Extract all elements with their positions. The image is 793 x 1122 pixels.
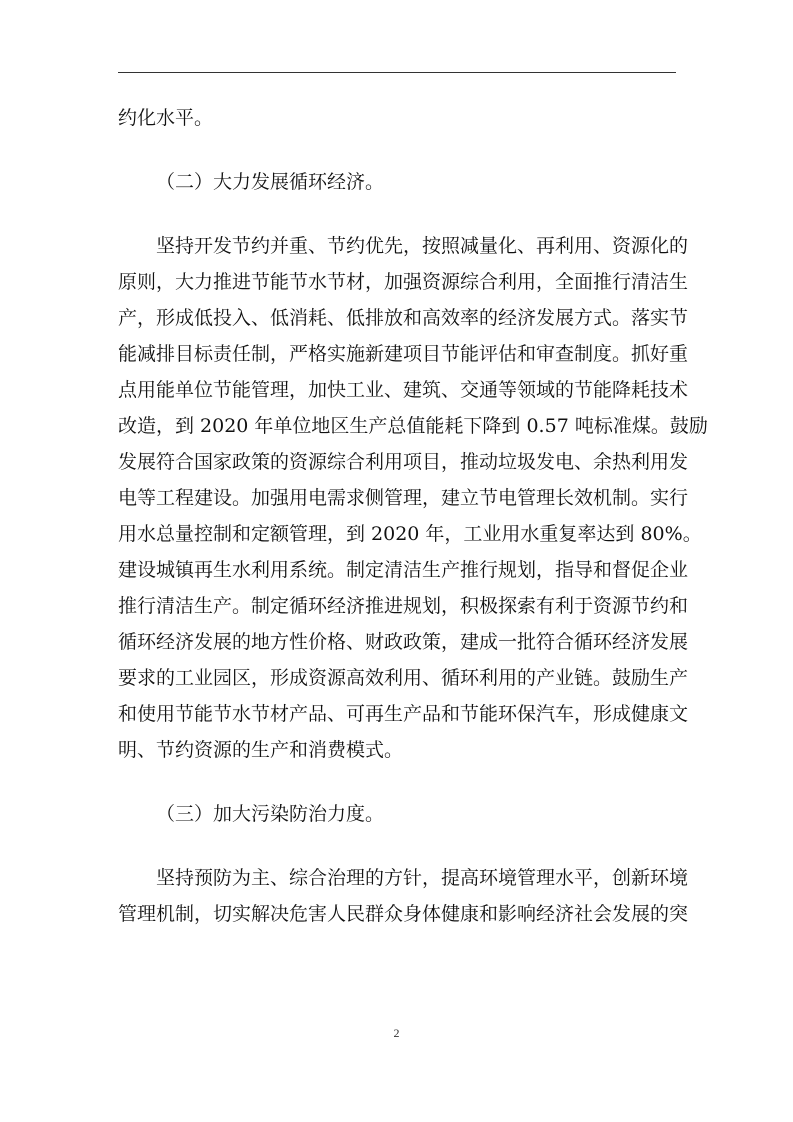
paragraph-continuation-line: 约化水平。 [118, 107, 214, 129]
paragraph-line: 坚持预防为主、综合治理的方针，提高环境管理水平，创新环境 [156, 867, 689, 889]
paragraph-line: 要求的工业园区，形成资源高效利用、循环利用的产业链。鼓励生产 [118, 667, 689, 689]
paragraph-line: 明、节约资源的生产和消费模式。 [118, 739, 404, 761]
paragraph-line: 坚持开发节约并重、节约优先，按照减量化、再利用、资源化的 [156, 235, 689, 257]
paragraph-line: 和使用节能节水节材产品、可再生产品和节能环保汽车，形成健康文 [118, 703, 689, 725]
paragraph-line: 推行清洁生产。制定循环经济推进规划，积极探索有利于资源节约和 [118, 595, 689, 617]
paragraph-line: 循环经济发展的地方性价格、财政政策，建成一批符合循环经济发展 [118, 631, 689, 653]
paragraph-line: 产，形成低投入、低消耗、低排放和高效率的经济发展方式。落实节 [118, 307, 689, 329]
paragraph-line: 用水总量控制和定额管理，到 2020 年，工业用水重复率达到 80%。 [118, 523, 702, 545]
paragraph-line: 管理机制，切实解决危害人民群众身体健康和影响经济社会发展的突 [118, 903, 689, 925]
paragraph-line: 建设城镇再生水利用系统。制定清洁生产推行规划，指导和督促企业 [118, 559, 689, 581]
page-number: 2 [393, 1026, 400, 1040]
page-body [118, 100, 708, 932]
section-heading-2: （二）大力发展循环经济。 [156, 171, 385, 193]
paragraph-line: 点用能单位节能管理，加快工业、建筑、交通等领域的节能降耗技术 [118, 379, 689, 401]
header-rule [118, 72, 676, 73]
section-heading-3: （三）加大污染防治力度。 [156, 803, 385, 825]
paragraph-line: 电等工程建设。加强用电需求侧管理，建立节电管理长效机制。实行 [118, 487, 689, 509]
paragraph-line: 能减排目标责任制，严格实施新建项目节能评估和审查制度。抓好重 [118, 343, 689, 365]
paragraph-line: 原则，大力推进节能节水节材，加强资源综合利用，全面推行清洁生 [118, 271, 689, 293]
paragraph-line: 改造，到 2020 年单位地区生产总值能耗下降到 0.57 吨标准煤。鼓励 [118, 415, 708, 437]
paragraph-line: 发展符合国家政策的资源综合利用项目，推动垃圾发电、余热利用发 [118, 451, 689, 473]
